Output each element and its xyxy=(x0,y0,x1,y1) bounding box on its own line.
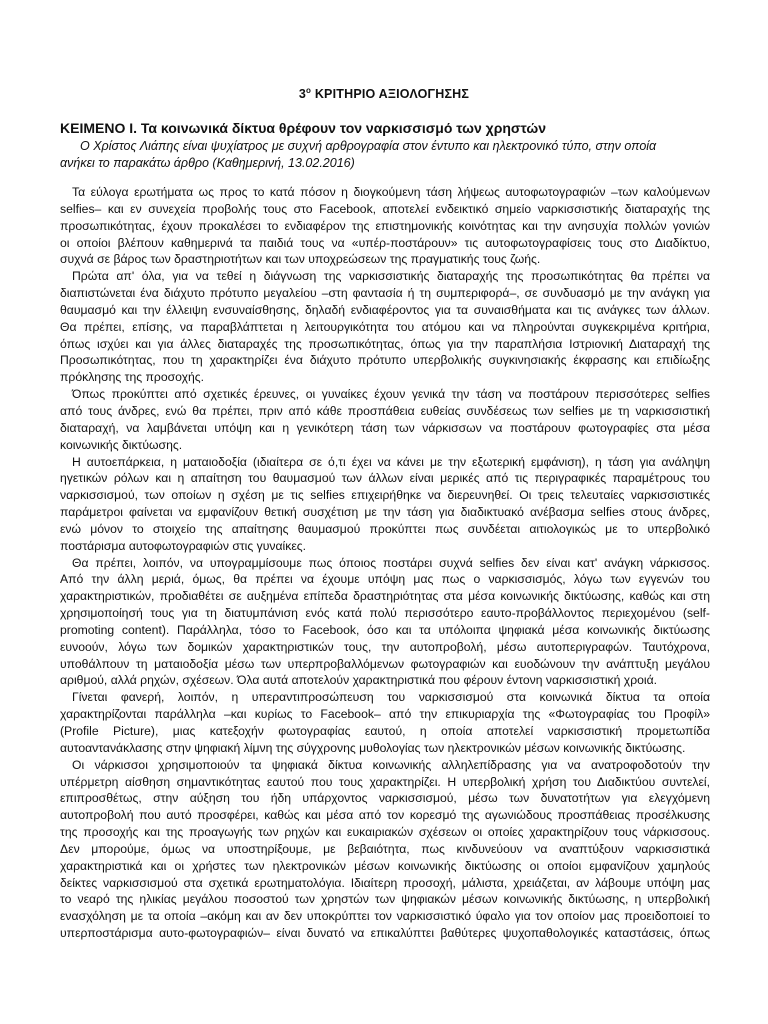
body-line: χαρακτηριστικά και οι χρήστες των ηλεκτρονικών μέσων κοινωνικής δικτύωσης οι οποίοι εμφανίζουν χαμηλούς xyxy=(60,858,710,873)
body-line: Πρώτα απ' όλα, για να τεθεί η διάγνωση της ναρκισσιστικής διαταραχής της προσωπικότητας θα πρέπει να xyxy=(72,269,710,284)
body-line: αυτοαντανάκλασης στην ψηφιακή λίμνη της σύγχρονης μυθολογίας των ηλεκτρονικών μέσων κοινωνικής δικτύωσης. xyxy=(60,740,686,755)
body-line: Θα πρέπει, λοιπόν, να υπογραμμίσουμε πως όποιος ποστάρει συχνά selfies δεν είναι κατ' ανάγκη νάρκισσος. xyxy=(72,555,710,570)
body-line: υπερποστάρισμα αυτο-φωτογραφιών– είναι δυνατό να επικαλύπτει βαθύτερες ψυχοπαθολογικές καταστάσεις, όπως xyxy=(60,926,710,941)
text-heading: ΚΕΙΜΕΝΟ Ι. Τα κοινωνικά δίκτυα θρέφουν τον ναρκισσισμό των χρηστών xyxy=(60,120,546,136)
body-line: υπέρμετρη αίσθηση σημαντικότητας εαυτού που τους χαρακτηρίζει. Η υπερβολική χρήση του Διαδικτύου συντελεί, xyxy=(60,774,710,789)
body-line: promoting content). Παράλληλα, τόσο το Facebook, όσο και τα υπόλοιπα ψηφιακά μέσα κοινωνικής δικτύωσης xyxy=(60,622,710,637)
body-line: χαρακτηριστικών, προδιαθέτει σε αυξημένα επίπεδα δραστηριότητας στα μέσα κοινωνικής δικτύωσης, καθώς και στη xyxy=(60,589,710,604)
title-superscript: ο xyxy=(306,86,312,95)
body-line: πρόκλησης της προσοχής. xyxy=(60,370,205,385)
intro-line: ανήκει το παρακάτω άρθρο (Καθημερινή, 13.02.2016) xyxy=(60,156,355,170)
body-line: αριθμού, αλλά ρηχών, σχέσεων. Όλα αυτά αποτελούν χαρακτηριστικά που φέρουν έντονη ναρκισσιστική χροιά. xyxy=(60,673,658,688)
body-line: Όπως προκύπτει από σχετικές έρευνες, οι γυναίκες έχουν γενικά την τάση να ποστάρουν περισσότερες selfies xyxy=(72,387,710,402)
body-line: ποστάρισμα αυτοφωτογραφιών στις γυναίκες. xyxy=(60,538,307,553)
body-line: Τα εύλογα ερωτήματα ως προς το κατά πόσον η διογκούμενη τάση λήψεως αυτοφωτογραφιών –των καλούμενων xyxy=(72,185,710,199)
intro-paragraph xyxy=(60,138,710,172)
body-line: δείκτες ναρκισσισμού στα σχετικά ερωτηματολόγια. Ιδιαίτερη προσοχή, μάλιστα, χρειάζεται, αν λάβουμε υπόψη μας xyxy=(60,875,710,890)
body-line: Η αυτοεπάρκεια, η ματαιοδοξία (ιδιαίτερα σε ό,τι έχει να κάνει με την εξωτερική εμφάνιση), η τάση για ανάληψη xyxy=(72,454,710,469)
body-line: Προσωπικότητας, που τη χαρακτηρίζει ένα διάχυτο πρότυπο υπερβολικής συγκινησιακής έκφρασης και επιδίωξης xyxy=(60,353,710,368)
body-line: της προσοχής και της προαγωγής των ρηχών και ευκαιριακών σχέσεων οι οποίες χαρακτηρίζουν τους νάρκισσους. xyxy=(60,825,710,840)
body-line: αυτοπροβολή που αυτό προσφέρει, καθώς και μέσα από τον κορεσμό της αγωνιώδους προσπάθειας προσέλκυσης xyxy=(60,808,710,823)
body-line: υποθάλπουν τη ματαιοδοξία μέσω των υπερπροβαλλόμενων φωτογραφιών και ευοδώνουν την ανάπτυξη μεγάλου xyxy=(60,656,710,671)
body-line: ενασχόληση με τα οποία –ακόμη και αν δεν υποκρύπτει τον ναρκισσιστικό ύφαλο για τον οποίον μας προειδοποιεί το xyxy=(60,909,710,924)
body-line: ευνοούν, λόγω των δομικών χαρακτηριστικών τους, την αυτοπροβολή, μέσω αυτοπεριγραφών. Ταυτόχρονα, xyxy=(60,639,710,654)
intro-line: Ο Χρίστος Λιάπης είναι ψυχίατρος με συχνή αρθρογραφία στον έντυπο και ηλεκτρονικό τύπο, στην οποία xyxy=(80,139,657,153)
body-line: επιπροσθέτως, στην αύξηση του ήδη υπάρχοντος ναρκισσισμού, μέσω των δυνατοτήτων για ελεγχόμενη xyxy=(60,791,710,806)
article-body xyxy=(60,184,710,942)
body-line: παράμετροι φαίνεται να εμφανίζουν θετική συσχέτιση με την τάση για διαδικτυακό ανέβασμα selfies στους άνδρες, xyxy=(60,505,710,520)
body-line: ναρκισσισμού, των οποίων η σχέση με τις selfies επιχειρήθηκε να διερευνηθεί. Οι τρεις τελευταίες ναρκισσιστικές xyxy=(60,488,710,503)
body-line: Θα πρέπει, επίσης, να παραβλάπτεται η λειτουργικότητα του ατόμου και να πληρούνται συγκεκριμένα κριτήρια, xyxy=(60,319,710,334)
body-line: Γίνεται φανερή, λοιπόν, η υπεραντιπροσώπευση του ναρκισσισμού στα κοινωνικά δίκτυα τα οποία xyxy=(72,690,710,705)
title-text: ΚΡΙΤΗΡΙΟ ΑΞΙΟΛΟΓΗΣΗΣ xyxy=(311,87,470,101)
body-line: θαυμασμό και την έλλειψη ενσυναίσθησης, δηλαδή ενδιαφέροντος για τα συναισθήματα και τις ανάγκες των άλλων. xyxy=(60,302,710,317)
body-line: συχνά σε βάρος των δραστηριοτήτων και των υποχρεώσεων της πραγματικής τους ζωής. xyxy=(60,252,541,267)
body-line: Δεν μπορούμε, όμως να υποστηρίξουμε, με βεβαιότητα, πως κινδυνεύουν να αναπτύξουν ναρκισσιστικά xyxy=(60,841,710,856)
body-line: το νεαρό της ηλικίας μεγάλου ποσοστού των χρηστών των ψηφιακών μέσων κοινωνικής δικτύωσης, η υπερβολική xyxy=(60,892,710,907)
body-line: selfies– και εν συνεχεία προβολής τους στο Facebook, αποτελεί ενδεικτικό σημείο ναρκισσιστικής διαταραχής της xyxy=(60,201,710,216)
title-number: 3 xyxy=(298,87,307,101)
body-line: από τους άνδρες, ενώ θα πρέπει, πριν από κάθε προσπάθεια ευθείας συνδέσεως των selfies με τη ναρκισσιστική xyxy=(60,403,710,418)
body-line: κοινωνικής δικτύωσης. xyxy=(60,437,183,452)
body-line: διαπιστώνεται ένα διάχυτο πρότυπο μεγαλείου –στη φαντασία ή τη συμπεριφορά–, σε συνδυασμό με την ανάγκη για xyxy=(60,286,710,301)
body-line: χρησιμοποίησή τους για τη διατυμπάνιση ενός κατά πολύ περισσότερο εαυτο-προβάλλοντος περιεχομένου (self- xyxy=(60,606,710,621)
body-line: χαρακτηρίζονται παράλληλα –και κυρίως το Facebook– από την επικυριαρχία της «Φωτογραφίας του Προφίλ» xyxy=(60,707,710,722)
body-line: οι οποίοι βλέπουν καθημερινά τα παιδιά τους να «υπέρ-ποστάρουν» τις αυτοφωτογραφίσεις τους στο Διαδίκτυο, xyxy=(60,235,710,250)
body-line: Από την άλλη μεριά, όμως, θα πρέπει να έχουμε υπόψη μας πως ο ναρκισσισμός, λόγω των εγγενών του xyxy=(60,572,710,587)
body-line: Οι νάρκισσοι χρησιμοποιούν τα ψηφιακά δίκτυα κοινωνικής αλληλεπίδρασης για να ανατροφοδοτούν την xyxy=(72,757,710,772)
body-line: προσωπικότητας, έχουν προκαλέσει το ενδιαφέρον της επιστημονικής κοινότητας και την ανησυχία πολλών γονιών xyxy=(60,218,710,233)
body-line: ενώ μόνον το στοιχείο της απαίτησης θαυμασμού προκύπτει πως συνδέεται αιτιολογικώς με το υπερβολικό xyxy=(60,521,710,536)
body-line: (Profile Picture), μιας κατεξοχήν φωτογραφίας εαυτού, η οποία αποτελεί ναρκισσιστική προμετωπίδα xyxy=(60,724,710,738)
body-line: διαταραχή, να λαμβάνεται υπόψη και η γενικότερη τάση των νάρκισσων να ποστάρουν φωτογραφίες στα μέσα xyxy=(60,420,710,435)
body-line: ηγετικών ρόλων και η απαίτηση του θαυμασμού των άλλων είναι μερικές από τις περιγραφικές παραμέτρους του xyxy=(60,471,710,486)
page-title xyxy=(0,86,768,101)
body-line: όπως ισχύει και για άλλες διαταραχές της προσωπικότητας, όπως για την παραπλήσια Ιστριονική Διαταραχή της xyxy=(60,336,710,351)
